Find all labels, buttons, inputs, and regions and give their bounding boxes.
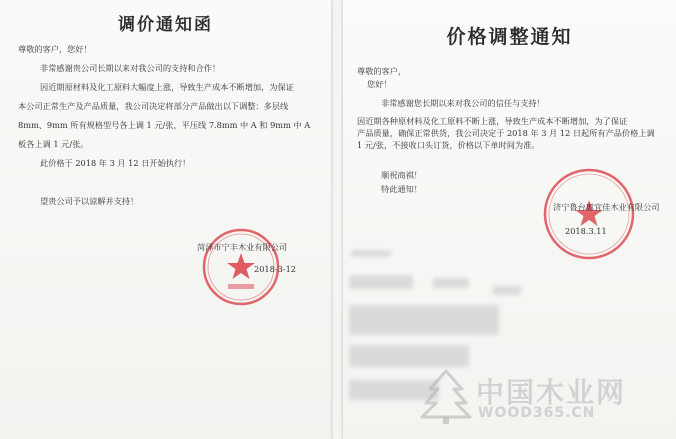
- blurred-area: [493, 286, 521, 295]
- right-salutation: 尊敬的客户，: [357, 66, 407, 76]
- right-body-line: 非常感谢您长期以来对我公司的信任与支持！: [381, 98, 545, 108]
- left-body-line: 板各上调 1 元/张。: [18, 139, 89, 149]
- left-title: 调价通知函: [118, 15, 213, 35]
- left-body-line: 此价格于 2018 年 3 月 12 日开始执行！: [40, 158, 191, 168]
- left-salutation: 尊敬的客户，您好！: [18, 44, 92, 54]
- notice-left: [0, 0, 331, 439]
- blurred-area: [351, 250, 391, 257]
- blurred-area: [349, 305, 499, 335]
- right-body-line: 产品质量，确保正常供货，我公司决定于 2018 年 3 月 12 日起所有产品价格上调: [357, 128, 655, 138]
- left-body-line: 非常感谢贵公司长期以来对我公司的支持和合作！: [40, 63, 221, 73]
- right-date: 2018.3.11: [565, 226, 607, 236]
- left-closing: 望贵公司予以谅解并支持！: [40, 196, 139, 206]
- watermark-url: WOOD365.CN: [478, 405, 596, 421]
- right-closing-1: 顺祝商祺！: [381, 170, 422, 180]
- left-company-name: 菏泽市宁丰木业有限公司: [197, 242, 288, 252]
- blurred-area: [433, 278, 469, 288]
- right-company-seal: [541, 166, 637, 262]
- left-body-line: 因近期原材料及化工原料大幅度上涨，导致生产成本不断增加，为保证: [40, 82, 294, 92]
- tree-logo-icon: [418, 367, 474, 425]
- blurred-area: [349, 345, 469, 367]
- right-body-line: 因近期各种原材料及化工原料不断上涨，导致生产成本不断增加，为了保证: [357, 116, 628, 126]
- left-date: 2018-3-12: [254, 264, 296, 274]
- left-body-line: 本公司正常生产及产品质量，我公司决定将部分产品做出以下调整：多层线: [18, 101, 289, 111]
- right-company-name: 济宁鲁台惠宜佳木业有限公司: [553, 202, 660, 212]
- right-closing-2: 特此通知！: [381, 184, 422, 194]
- site-watermark: [418, 367, 668, 427]
- left-body-line: 8mm、9mm 所有规格型号各上调 1 元/张，平压线 7.8mm 中 A 和 9mm 中 A: [18, 120, 311, 130]
- blurred-area: [349, 275, 413, 289]
- watermark-title: 中国木业网: [476, 376, 627, 409]
- right-body-line: 1 元/张，不接收口头订货，价格以下单时间为准。: [357, 140, 540, 150]
- right-salutation-2: 您好！: [367, 79, 392, 89]
- right-title: 价格调整通知: [446, 26, 573, 48]
